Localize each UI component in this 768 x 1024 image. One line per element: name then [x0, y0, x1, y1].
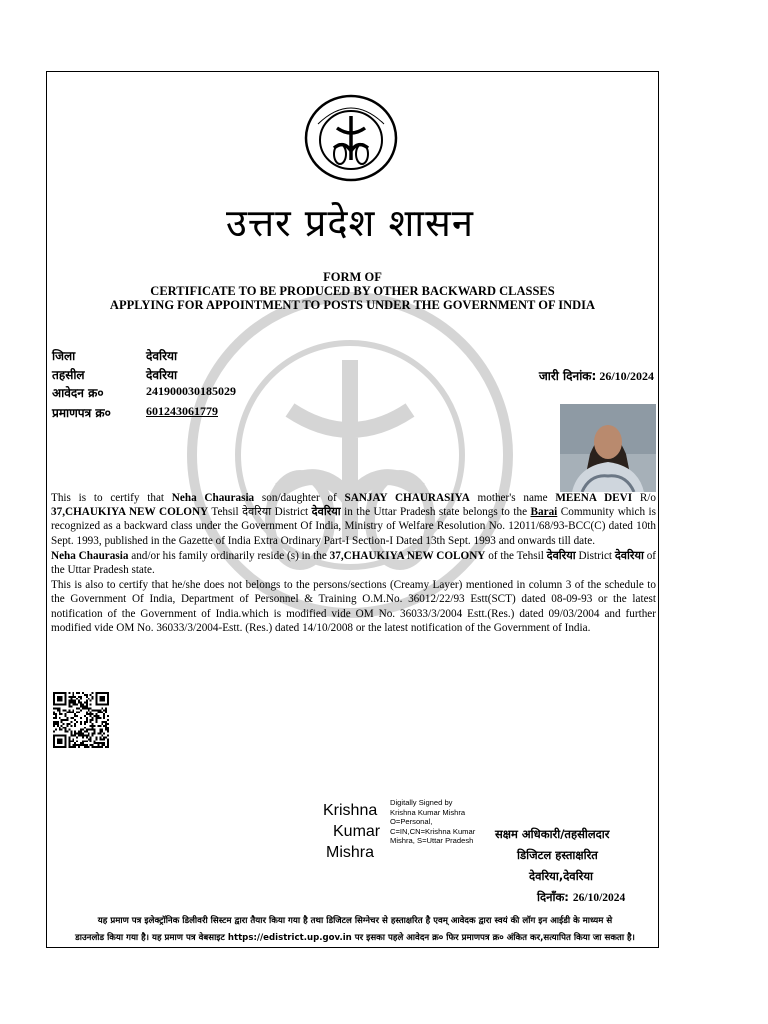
father-name: SANJAY CHAURASIYA: [344, 492, 470, 504]
form-heading: [46, 270, 659, 312]
address: 37,CHAUKIYA NEW COLONY: [329, 549, 486, 562]
applicant-name: Neha Chaurasia: [171, 492, 255, 504]
body-text: R/o: [632, 492, 657, 504]
application-number: 241900030185029: [146, 384, 236, 398]
body-text: in the Uttar Pradesh state belongs to the: [340, 506, 531, 519]
authority-date-label: दिनाँक:: [537, 890, 569, 904]
certificate-label: प्रमाणपत्र क्र०: [52, 406, 111, 420]
district-value: देवरिया: [146, 349, 178, 363]
body-text: of the Uttar Pradesh state.: [51, 549, 657, 577]
issuing-authority: [495, 824, 645, 909]
state-emblem-logo: [304, 94, 398, 182]
authority-date-value: 26/10/2024: [572, 892, 626, 904]
qr-code: [52, 692, 110, 748]
footer-line: डाउनलोड किया गया है। यह प्रमाण पत्र वेबसाइट https://edistrict.up.gov.in पर इसका पहले आवेदन क्र० फिर प्रमाणपत्र क्र० अंकित कर,सत्यापित किया जा सकता है।: [75, 933, 635, 943]
creamy-layer-paragraph: This is also to certify that he/she does not belongs to the persons/sections (Creamy Layer) mentioned in column 3 of the schedule to the Government Of India, Department of Personnel & Training O.M.No. 36012/22/93 Estt(SCT) dated 08-09-93 or the latest notification of the Government of India.which is modified vide OM No. 36033/3/2004 Estt.(Res.) dated 09/03/2004 and further modified vide OM No. 36033/3/2004-Estt. (Res.) dated 14/10/2008 or the latest notification of the Government of India.: [51, 579, 656, 634]
issue-date-label: जारी दिनांक:: [538, 369, 597, 383]
applicant-name: Neha Chaurasia: [51, 549, 129, 562]
signer-name-line: Kumar: [333, 823, 381, 840]
body-text: District: [271, 506, 312, 519]
signature-meta-line: Mishra, S=Uttar Pradesh: [390, 836, 474, 845]
body-text: of the Tehsil: [485, 549, 547, 562]
district-label: जिला: [52, 349, 76, 363]
certificate-number: 601243061779: [146, 404, 218, 418]
signature-meta-line: Digitally Signed by: [390, 798, 453, 807]
tehsil-name: देवरिया: [242, 505, 272, 519]
footer-line: यह प्रमाण पत्र इलेक्ट्रॉनिक डिलीवरी सिस्टम द्वारा तैयार किया गया है तथा डिजिटल सिग्नेचर से हस्ताक्षरित है एवम् आवेदक द्वारा स्वयं की लॉग इन आईडी के माध्यम से: [97, 916, 613, 926]
signer-name-line: Mishra: [326, 844, 375, 861]
authority-title: सक्षम अधिकारी/तहसीलदार: [495, 827, 610, 841]
issue-date: [539, 367, 654, 384]
district-name: देवरिया: [311, 505, 341, 519]
mother-name: MEENA DEVI: [555, 492, 633, 504]
application-label: आवेदन क्र०: [52, 386, 104, 400]
authority-location: देवरिया,देवरिया: [529, 869, 594, 883]
body-text: mother's name: [469, 492, 556, 504]
signer-name-line: Krishna: [323, 802, 378, 819]
government-title: उत्तर प्रदेश शासन: [226, 201, 474, 245]
authority-date: [495, 887, 645, 909]
body-text: son/daughter of: [254, 492, 345, 504]
form-heading-line: CERTIFICATE TO BE PRODUCED BY OTHER BACKWARD CLASSES: [150, 284, 555, 298]
certificate-body: [51, 491, 656, 636]
tehsil-name: देवरिया: [546, 548, 576, 562]
body-text: This is to certify that: [51, 492, 172, 504]
issue-date-value: 26/10/2024: [599, 369, 654, 383]
body-text: Community which is recognized as a backward class under the Government Of India, Ministry of Welfare Resolution No. 12011/68/93-BCC(C) dated 10th Sept. 1993, published in the Gazette of India Extra Ordinary Part-I Section-I Dated 13th Sept. 1993 and onwards till date.: [51, 506, 657, 547]
signature-meta-line: Krishna Kumar Mishra: [390, 807, 466, 817]
address: 37,CHAUKIYA NEW COLONY: [51, 506, 209, 519]
body-text: and/or his family ordinarily reside (s) in the: [128, 549, 330, 562]
applicant-photo: [560, 404, 656, 492]
body-text: District: [575, 549, 615, 562]
body-text: Tehsil: [208, 506, 243, 519]
digital-signature-details: [390, 798, 475, 846]
signature-meta-line: O=Personal,: [390, 817, 433, 826]
footer-note: [50, 913, 660, 947]
signature-meta-line: C=IN,CN=Krishna Kumar: [390, 826, 476, 836]
form-heading-line: FORM OF: [323, 270, 382, 284]
residence-paragraph: [51, 549, 656, 577]
caste-name: Barai: [530, 506, 558, 519]
tehsil-label: तहसील: [52, 368, 85, 382]
certification-paragraph: [51, 491, 656, 548]
tehsil-value: देवरिया: [146, 368, 178, 382]
district-name: देवरिया: [614, 548, 644, 562]
signer-name: [323, 800, 380, 863]
form-heading-line: APPLYING FOR APPOINTMENT TO POSTS UNDER THE GOVERNMENT OF INDIA: [109, 298, 596, 312]
authority-digital-signed: डिजिटल हस्ताक्षरित: [517, 848, 598, 862]
